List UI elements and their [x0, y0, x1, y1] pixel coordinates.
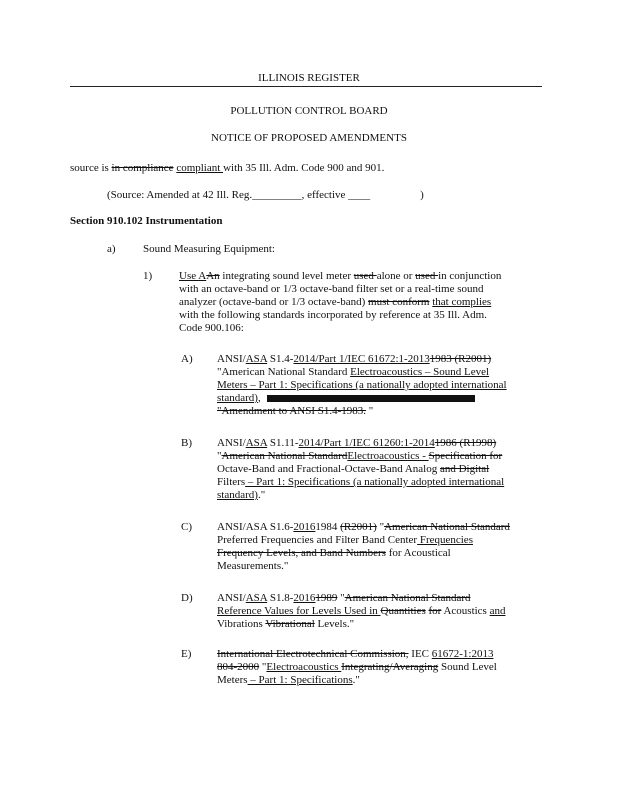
para-1-label: 1)	[143, 270, 153, 282]
notice-title: NOTICE OF PROPOSED AMENDMENTS	[211, 132, 407, 144]
redaction-bar	[267, 395, 475, 402]
item-d-body: ANSI/ASA S1.8-20161989 "American National Standard Reference Values for Levels Used in Quantities for Acoustics and Vibrations Vibrational Levels."	[217, 592, 506, 630]
item-c-label: C)	[181, 521, 192, 533]
register-title: ILLINOIS REGISTER	[258, 72, 360, 84]
item-b-body: ANSI/ASA S1.11-2014/Part 1/IEC 61260:1-20141986 (R1998) "American National StandardElectroacoustics - Specification for Octave-Band and Fractional-Octave-Band Analog and Digital Filters – Part 1: Specifications (a nationally adopted international standard)."	[217, 437, 505, 501]
source-note: (Source: Amended at 42 Ill. Reg._________, effective ____ )	[107, 189, 424, 201]
subsection-a-text: Sound Measuring Equipment:	[143, 243, 275, 255]
intro-line: source is in compliance compliant with 35 Ill. Adm. Code 900 and 901.	[70, 162, 385, 174]
subsection-a-label: a)	[107, 243, 116, 255]
item-b-label: B)	[181, 437, 192, 449]
item-a-body: ANSI/ASA S1.4-2014/Part 1/IEC 61672:1-20131983 (R2001) "American National Standard Electroacoustics – Sound Level Meters – Part 1: Specifications (a nationally adopted international standard), "Amendment to ANSI S1.4-1983. "	[217, 353, 507, 417]
header-rule	[70, 86, 542, 87]
item-e-label: E)	[181, 648, 192, 660]
item-c-body: ANSI/ASA S1.6-20161984 (R2001) "American National Standard Preferred Frequencies and Filter Band Center Frequencies Frequency Levels, and Band Numbers for Acoustical Measurements."	[217, 521, 510, 572]
board-title: POLLUTION CONTROL BOARD	[230, 105, 388, 117]
para-1-body: Use AAn integrating sound level meter used alone or used in conjunction with an octave-band or 1/3 octave-band filter set or a real-time sound analyzer (octave-band or 1/3 octave-band) must conform that complies with the following standards incorporated by reference at 35 Ill. Adm. Code 900.106:	[179, 270, 502, 334]
item-a-label: A)	[181, 353, 193, 365]
item-d-label: D)	[181, 592, 193, 604]
item-e-body: International Electrotechnical Commission, IEC 61672-1:2013 804-2000 "Electroacoustics Integrating/Averaging Sound Level Meters – Part 1: Specifications."	[217, 648, 497, 686]
section-heading: Section 910.102 Instrumentation	[70, 215, 223, 227]
